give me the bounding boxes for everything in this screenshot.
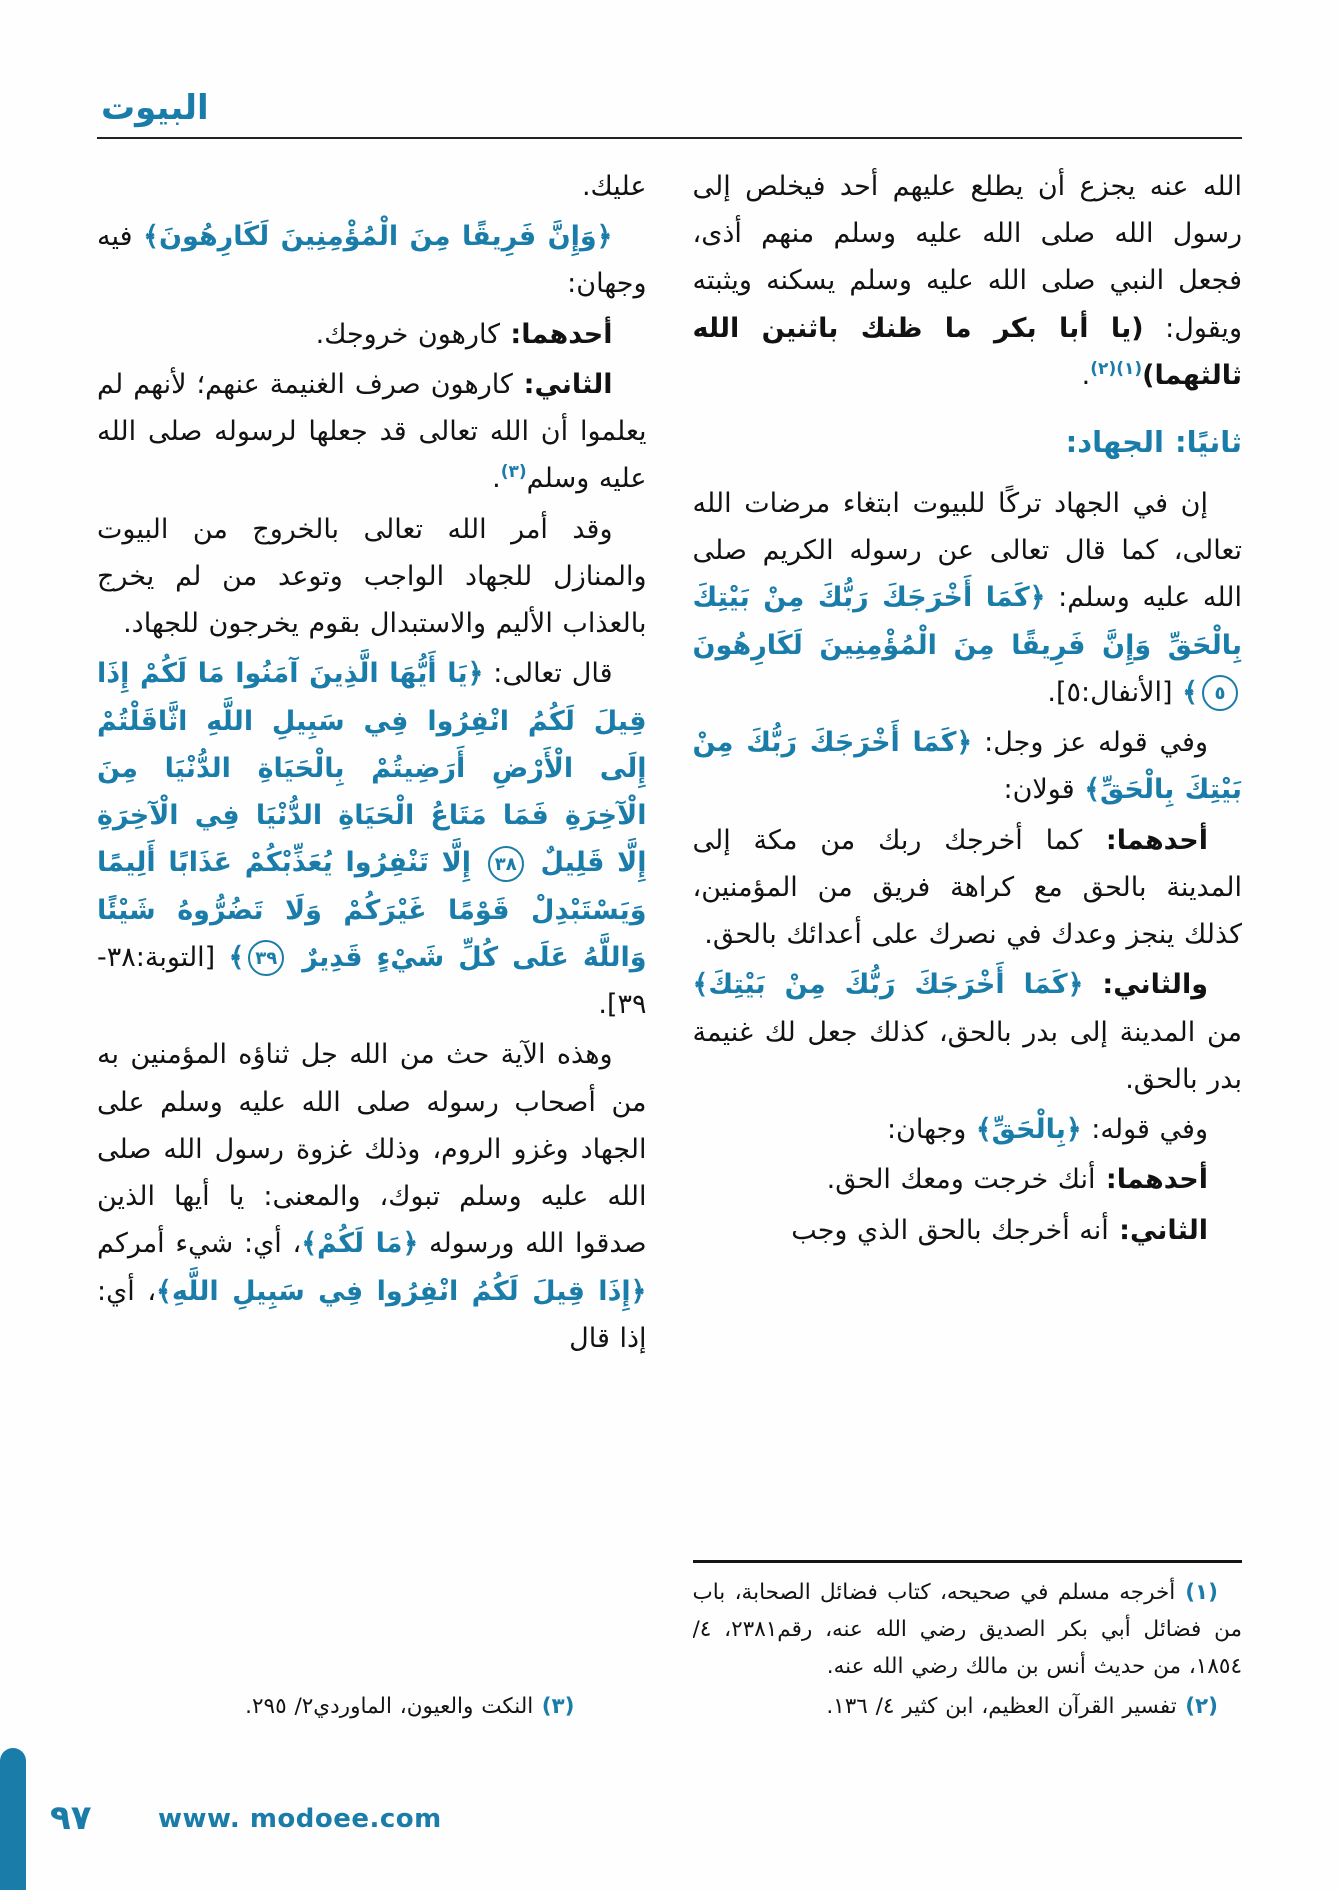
text-run: أنه أخرجك بالحق الذي وجب: [791, 1214, 1109, 1246]
page-edge-bar: [0, 1748, 26, 1890]
footnote-number: (٣): [533, 1693, 575, 1719]
text-run: كارهون صرف الغنيمة عنهم؛ لأنهم لم يعلموا أن الله تعالى قد جعلها لرسوله صلى الله عليه وسلم: [97, 368, 647, 495]
paragraph: [97, 361, 647, 503]
footnote-divider: [693, 1560, 1243, 1563]
ayah-number-badge: ٣٩: [248, 940, 284, 976]
text-run: وفي قوله عز وجل:: [972, 727, 1208, 759]
text-columns: [97, 163, 1242, 1729]
quran-verse-text: ﴿كَمَا أَخْرَجَكَ رَبُّكَ مِنْ بَيْتِكَ بِالْحَقِّ﴾: [692, 727, 1242, 806]
text-run: ، أي: شيء أمركم: [97, 1228, 302, 1260]
left-column: [97, 163, 647, 1729]
left-column-footnotes: [97, 1689, 647, 1729]
paragraph: [693, 1156, 1243, 1203]
website-url: www. modoee.com: [158, 1804, 442, 1834]
footnote-reference: (١)(٢): [1090, 358, 1143, 379]
text-run: .: [1081, 359, 1091, 391]
emphasis-text: والثاني:: [1083, 969, 1208, 1001]
emphasis-text: (يا أبا بكر ما ظنك باثنين الله ثالثهما): [692, 312, 1242, 391]
text-run: وهذه الآية حث من الله جل ثناؤه المؤمنين به من أصحاب رسوله صلى الله عليه وسلم على الجهاد وغزو الروم، وذلك غزوة رسول الله صلى الله عليه وسلم تبوك، والمعنى: يا أيها الذين صدقوا الله ورسوله: [97, 1039, 647, 1260]
text-run: .: [492, 463, 501, 495]
footnote-number: (١): [1175, 1579, 1218, 1605]
quran-verse-text: ﴿وَإِنَّ فَرِيقًا مِنَ الْمُؤْمِنِينَ لَكَارِهُونَ﴾: [143, 221, 613, 253]
text-run: فيه وجهان:: [97, 221, 647, 300]
left-column-body: [97, 163, 647, 1365]
paragraph: [693, 817, 1243, 959]
page-header: [97, 88, 1242, 139]
quran-verse-text: ﴿يَا أَيُّهَا الَّذِينَ آمَنُوا مَا لَكُمْ إِذَا قِيلَ لَكُمُ انْفِرُوا فِي سَبِيلِ اللَّهِ اثَّاقَلْتُمْ إِلَى الْأَرْضِ أَرَضِيتُمْ بِالْحَيَاةِ الدُّنْيَا مِنَ الْآخِرَةِ فَمَا مَتَاعُ الْحَيَاةِ الدُّنْيَا فِي الْآخِرَةِ إِلَّا قَلِيلٌ: [97, 658, 647, 879]
page-number: ٩٧: [50, 1798, 92, 1838]
text-run: النكت والعيون، الماوردي٢/ ٢٩٥.: [245, 1693, 534, 1719]
text-run: كارهون خروجك.: [315, 318, 501, 350]
text-run: وفي قوله:: [1081, 1114, 1208, 1146]
paragraph: [97, 311, 647, 358]
quran-verse-text: ﴿مَا لَكُمْ﴾: [301, 1228, 419, 1260]
text-run: ، أي: إذا قال: [97, 1275, 647, 1354]
right-footnote-list: [693, 1575, 1243, 1726]
emphasis-text: الثاني:: [1108, 1214, 1208, 1246]
paragraph: [97, 1031, 647, 1362]
text-run: [التوبة:٣٨- ٣٩].: [97, 941, 647, 1021]
text-run: أخرجه مسلم في صحيحه، كتاب فضائل الصحابة، باب من فضائل أبي بكر الصديق رضي الله عنه، رقم٢٣٨١، ٤/ ١٨٥٤، من حديث أنس بن مالك رضي الله عنه.: [692, 1579, 1242, 1679]
footnote: [693, 1575, 1243, 1686]
emphasis-text: أحدهما:: [1082, 824, 1208, 856]
emphasis-text: أحدهما:: [1095, 1164, 1208, 1196]
footnote: [137, 1689, 599, 1726]
text-run: كما أخرجك ربك من مكة إلى المدينة بالحق مع كراهة فريق من المؤمنين، كذلك ينجز وعدك في نصرك على أعدائك بالحق.: [692, 824, 1242, 951]
text-run: [الأنفال:٥].: [1047, 676, 1183, 708]
footnote-reference: (٣): [500, 462, 527, 483]
paragraph: [693, 1106, 1243, 1153]
footnote: [693, 1689, 1243, 1726]
paragraph: [693, 719, 1243, 814]
emphasis-text: الثاني:: [512, 368, 613, 400]
paragraph: [693, 480, 1243, 716]
paragraph: [693, 961, 1243, 1103]
text-run: من المدينة إلى بدر بالحق، كذلك جعل لك غنيمة بدر بالحق.: [692, 1016, 1242, 1095]
paragraph: [97, 506, 647, 648]
paragraph: [97, 213, 647, 308]
page-content: [97, 88, 1242, 1729]
header-divider: [97, 137, 1242, 139]
text-run: قال تعالى:: [483, 658, 613, 690]
section-heading: [693, 417, 1243, 468]
right-column-body: [693, 163, 1243, 1257]
left-footnote-list: [137, 1689, 599, 1726]
chapter-title: البيوت: [101, 88, 209, 128]
text-run: الله عنه يجزع أن يطلع عليهم أحد فيخلص إلى رسول الله صلى الله عليه وسلم منهم أذى، فجعل النبي صلى الله عليه وسلم يسكنه ويثبته ويقول:: [692, 170, 1242, 344]
footnote-number: (٢): [1176, 1693, 1218, 1719]
emphasis-text: أحدهما:: [500, 318, 613, 350]
paragraph: [693, 163, 1243, 399]
text-run: وقد أمر الله تعالى بالخروج من البيوت والمنازل للجهاد الواجب وتوعد من لم يخرج بالعذاب الأليم والاستبدال بقوم يخرجون للجهاد.: [97, 513, 647, 640]
text-run: تفسير القرآن العظيم، ابن كثير ٤/ ١٣٦.: [826, 1693, 1177, 1719]
quran-verse-text: ﴿بِالْحَقِّ﴾: [975, 1114, 1082, 1146]
text-run: قولان:: [1003, 774, 1085, 806]
quran-verse-text: ﴿إِذَا قِيلَ لَكُمُ انْفِرُوا فِي سَبِيلِ اللَّهِ﴾: [156, 1275, 647, 1307]
right-column-footnotes: [693, 1560, 1243, 1729]
paragraph: [693, 1207, 1243, 1254]
text-run: ثانيًا: الجهاد:: [1065, 425, 1242, 460]
quran-verse-text: ﴿كَمَا أَخْرَجَكَ رَبُّكَ مِنْ بَيْتِكَ﴾: [692, 969, 1084, 1001]
paragraph: [97, 163, 647, 210]
ayah-number-badge: ٣٨: [488, 846, 524, 882]
right-column: [693, 163, 1243, 1729]
text-run: إن في الجهاد تركًا للبيوت ابتغاء مرضات الله تعالى، كما قال تعالى عن رسوله الكريم صلى الله عليه وسلم:: [692, 487, 1242, 614]
quran-verse-text: ﴿كَمَا أَخْرَجَكَ رَبُّكَ مِنْ بَيْتِكَ بِالْحَقِّ وَإِنَّ فَرِيقًا مِنَ الْمُؤْمِنِينَ لَكَارِهُونَ: [692, 582, 1242, 661]
paragraph: [97, 650, 647, 1028]
ayah-number-badge: ٥: [1202, 675, 1238, 711]
quran-verse-text: ﴾: [228, 941, 245, 973]
quran-verse-text: إِلَّا تَنْفِرُوا يُعَذِّبْكُمْ عَذَابًا أَلِيمًا وَيَسْتَبْدِلْ قَوْمًا غَيْرَكُمْ وَلَا تَضُرُّوهُ شَيْئًا وَاللَّهُ عَلَى كُلِّ شَيْءٍ قَدِيرٌ: [97, 847, 647, 973]
text-run: وجهان:: [886, 1114, 976, 1146]
quran-verse-text: ﴾: [1182, 676, 1198, 708]
text-run: أنك خرجت ومعك الحق.: [826, 1164, 1096, 1196]
text-run: عليك.: [581, 170, 647, 202]
